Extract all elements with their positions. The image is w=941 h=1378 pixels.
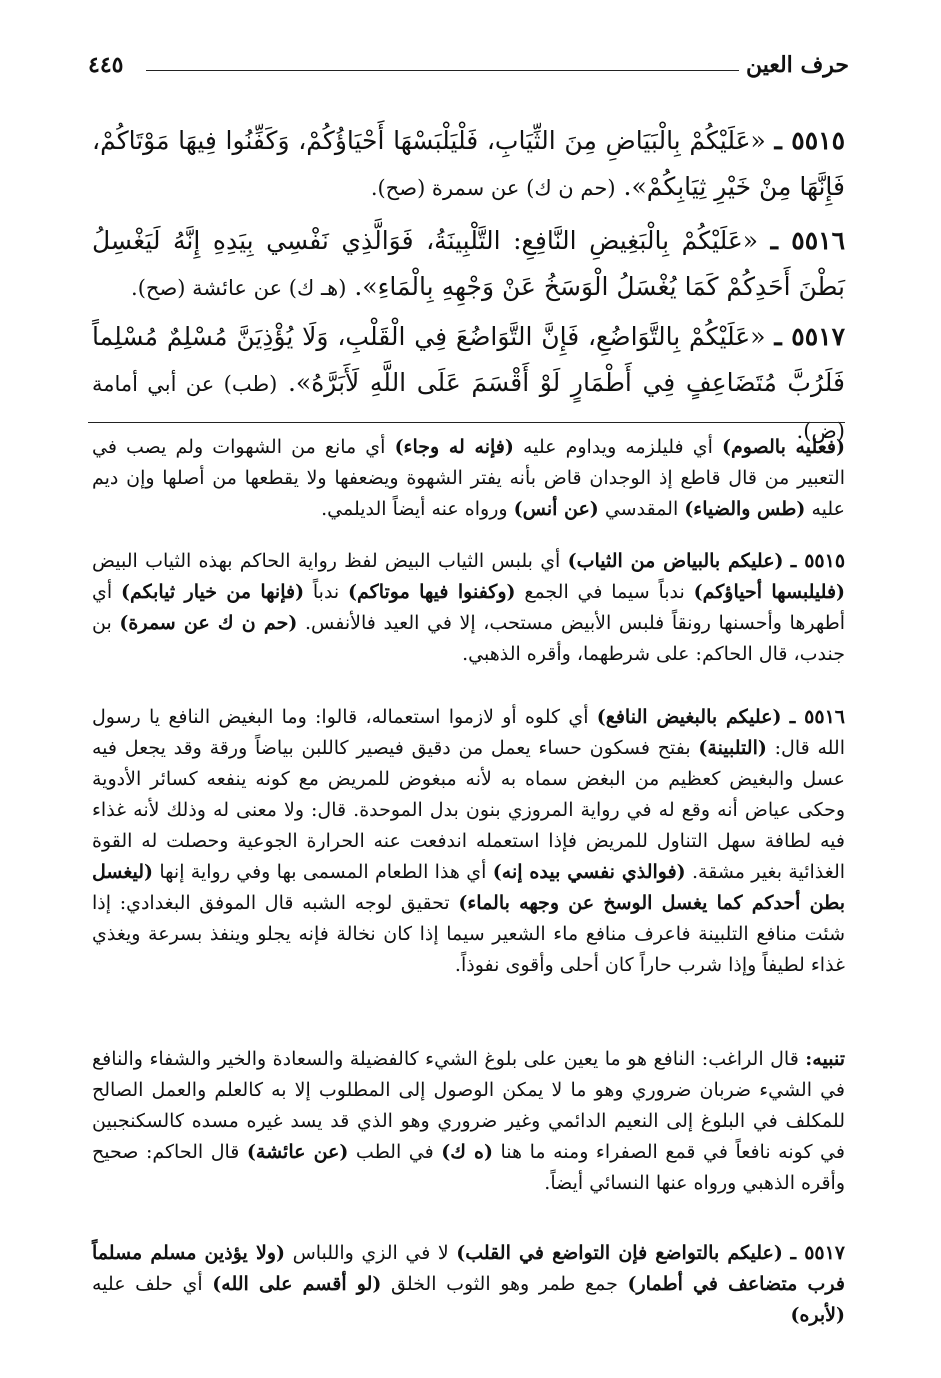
hadith-text: «عَلَيْكُمْ بِالْبَغِيضِ النَّافِعِ: التَّلْبِينَةُ، فَوَالَّذِي نَفْسِي بِيَدِهِ إِنَّهُ لَيَغْسِلُ بَطْنَ أَحَدِكُمْ كَمَا يُغْسَلُ الْوَسَخُ عَنْ وَجْهِهِ بِالْمَاءِ». [92,226,845,301]
hadith-number: ٥٥١٧ ـ [774,322,845,351]
commentary-paragraph-5515 [92,546,845,670]
bold-phrase: (فإنه له وجاء) [394,436,514,458]
hadith-text: «عَلَيْكُمْ بِالتَّوَاضُعِ، فَإِنَّ التَّوَاضُعَ فِي الْقَلْبِ، وَلَا يُؤْذِيَنَّ مُسْلِمٌ مُسْلِماً فَلَرُبَّ مُتَضَاعِفٍ فِي أَطْمَارٍ لَوْ أَقْسَمَ عَلَى اللَّهِ لَأَبَرَّهُ». [92,322,845,397]
bold-phrase: (لأبره) [790,1304,845,1326]
hadith-5515 [92,118,845,211]
commentary-text: أي بلبس الثياب البيض لفظ رواية الحاكم بهذه الثياب البيض [92,550,568,572]
commentary-text: جمع طمر وهو الثوب الخلق [381,1273,628,1295]
bold-phrase: (التلبينة) [698,737,767,759]
hadith-source: (طب) عن أبي أمامة (ض). [92,372,845,443]
bold-phrase: (عليكم بالبياض من الثياب) [567,550,784,572]
hadith-source: (هـ ك) عن عائشة (صح). [131,276,347,300]
commentary-text: أي أطهرها وأحسنها رونقاً فلبس الأبيض مستحب، إلا في العيد فالأنفس. [92,581,845,634]
hadith-number: ٥٥١٥ ـ [774,126,845,155]
bold-phrase: (عليكم بالبغيض النافع) [596,706,782,728]
bold-phrase: (ليغسل بطن أحدكم كما يغسل الوسخ عن وجهه بالماء) [92,861,846,914]
bold-phrase: (لو أقسم على الله) [212,1273,382,1295]
page-header [88,46,849,86]
commentary-text: تحقيق لوجه الشبه قال الموفق البغدادي: إذا شئت منافع التلبينة فاعرف منافع ماء الشعير سيما إذا كان نخالة فإنه يجلو وينفذ بسرعة ويغذي غذاء لطيفاً وإذا شرب حاراً كان أحلى وأقوى نفوذاً. [92,892,845,976]
commentary-number: ٥٥١٥ ـ [790,550,846,572]
commentary-text: أي كلوه أو لازموا استعماله، قالوا: وما البغيض النافع يا رسول الله قال: [92,706,846,759]
bold-phrase: (وكفنوا فيها موتاكم) [348,581,516,603]
commentary-text: لا في الزي واللباس [285,1242,457,1264]
bold-phrase: (ه ك) [441,1141,493,1163]
footnote-separator [88,422,845,423]
commentary-text: بفتح فسكون حساء يعمل من دقيق فيصير كاللبن بياضاً ورقة وقد يجعل فيه عسل والبغيض كعظيم من البغض سماه به لأنه مبغوض للمريض مع كونه ينفعه كسائر الأدوية وحكى عياض أنه وقع له في رواية المروزي بنون بدل الموحدة. قال: ولا معنى له وذلك لأنه غذاء فيه لطافة سهل التناول للمريض فإذا استعمله اندفعت عنه الحرارة الجوعية وحصلت له القوة الغذائية بغير مشقة. [92,737,846,883]
bold-phrase: (فوالذي نفسي بيده إنه) [492,861,686,883]
commentary-text: قال الراغب: النافع هو ما يعين على بلوغ الشيء كالفضيلة والسعادة والخير والشفاء والنافع في الشيء ضربان ضروري وهو ما لا يمكن الوصول إلى المطلوب إلا به كالعلم والعمل الصالح للمكلف في البلوغ إلى النعيم الدائمي وغير ضروري وهو الذي قد يسد غيره مسده كالسكنجبين في كونه نافعاً في قمع الصفراء ومنه ما هنا [92,1048,845,1163]
commentary-paragraph-5516 [92,702,845,981]
chapter-title: حرف العين [745,52,849,78]
commentary-note-paragraph [92,1044,845,1199]
commentary-text: ندباً [304,581,349,603]
commentary-text: أي مانع من الشهوات ولم يصب في التعبير من قال قاطع إذ الوجدان قاض بأنه يفتر الشهوة ويضعفها ولا يقطعها من أصلها وإن ديم عليه [92,436,845,520]
note-label: تنبيه: [805,1048,845,1070]
bold-phrase: (حم ن ك عن سمرة) [119,612,298,634]
commentary-text: أي فليلزمه ويداوم عليه [513,436,722,458]
commentary-text: أي حلف عليه [92,1273,213,1295]
hadith-number: ٥٥١٦ ـ [770,226,846,255]
commentary-text: في الطب [348,1141,442,1163]
bold-phrase: (فإنها من خيار ثيابكم) [120,581,305,603]
commentary-number: ٥٥١٦ ـ [789,706,845,728]
commentary-text: أي هذا الطعام المسمى بها وفي رواية إنها [153,861,493,883]
bold-phrase: (عن أنس) [513,498,599,520]
commentary-text: قال الحاكم: صحيح وأقره الذهبي ورواه عنها النسائي أيضاً. [92,1141,845,1194]
bold-phrase: (عليكم بالتواضع فإن التواضع في القلب) [456,1242,783,1264]
hadith-text: «عَلَيْكُمْ بِالْبَيَاضِ مِنَ الثِّيَابِ، فَلْيَلْبَسْهَا أَحْيَاؤُكُمْ، وَكَفِّنُوا فِيهَا مَوْتَاكُمْ، فَإِنَّهَا مِنْ خَيْرِ ثِيَابِكُمْ». [92,126,845,201]
bold-phrase: (طس والضياء) [684,498,806,520]
bold-phrase: (فليلبسها أحياؤكم) [693,581,846,603]
page-number: ٤٤٥ [88,52,124,78]
bold-phrase: (ولا يؤذين مسلم مسلماً فرب متضاعف في أطمار) [92,1242,845,1295]
bold-phrase: (عن عائشة) [246,1141,349,1163]
commentary-text: ندباً سيما في الجمع [515,581,694,603]
header-rule [146,70,739,71]
hadith-source: (حم ن ك) عن سمرة (صح). [370,176,616,200]
bold-phrase: (فعليه بالصوم) [721,436,845,458]
commentary-paragraph-5517 [92,1238,845,1331]
hadith-5516 [92,218,845,311]
commentary-text: ورواه عنه أيضاً الديلمي. [321,498,514,520]
commentary-paragraph [92,432,845,525]
commentary-text: المقدسي [598,498,685,520]
commentary-text: بن جندب، قال الحاكم: على شرطهما، وأقره الذهبي. [92,612,845,665]
commentary-number: ٥٥١٧ ـ [790,1242,846,1264]
